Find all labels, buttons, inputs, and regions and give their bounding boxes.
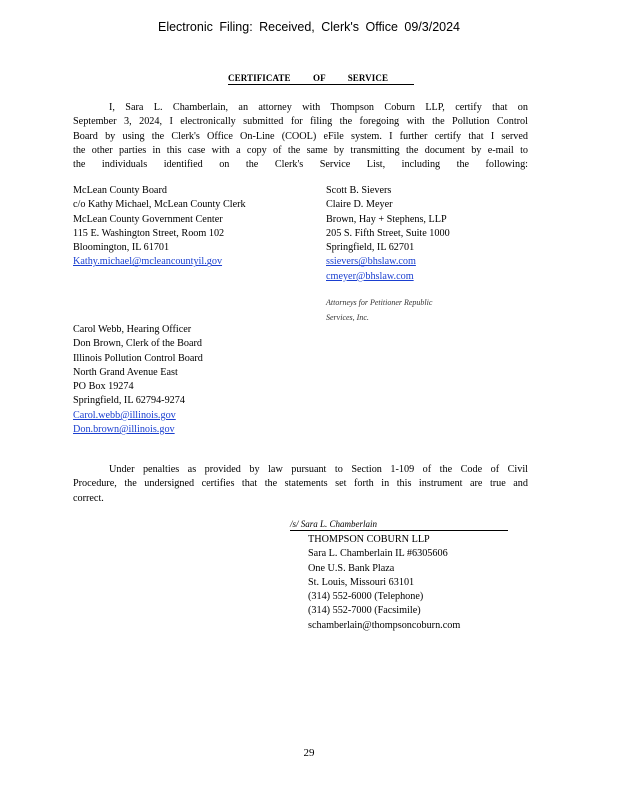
filing-stamp-header: Electronic Filing: Received, Clerk's Office 09/3/2024 bbox=[157, 20, 460, 34]
intro-paragraph bbox=[73, 101, 528, 172]
intro-line: the other parties in this case with a copy of the same by transmitting the document by e-mail to bbox=[73, 144, 528, 156]
address-line: Illinois Pollution Control Board bbox=[73, 352, 203, 364]
firm-line: One U.S. Bank Plaza bbox=[308, 562, 395, 574]
signature-block bbox=[308, 533, 460, 633]
penalty-paragraph bbox=[73, 463, 528, 506]
address-line: Bloomington, IL 61701 bbox=[73, 242, 170, 254]
page-number: 29 bbox=[303, 747, 315, 759]
email-link-cmeyer[interactable]: cmeyer@bhslaw.com bbox=[326, 270, 414, 282]
address-line: Brown, Hay + Stephens, LLP bbox=[326, 213, 447, 225]
caption-line: Attorneys for Petitioner Republic bbox=[326, 298, 433, 307]
address-line: Springfield, IL 62701 bbox=[326, 242, 415, 254]
address-line: c/o Kathy Michael, McLean County Clerk bbox=[73, 199, 246, 211]
firm-line: (314) 552-7000 (Facsimile) bbox=[308, 605, 421, 617]
penalty-line: Under penalties as provided by law pursuant to Section 1-109 of the Code of Civil bbox=[109, 464, 528, 475]
intro-line: Board by using the Clerk's Office On-Line (COOL) eFile system. I further certify that I served bbox=[73, 130, 528, 142]
service-address-mclean bbox=[73, 184, 246, 270]
firm-line: St. Louis, Missouri 63101 bbox=[308, 576, 415, 588]
email-link-kathy-michael[interactable]: Kathy.michael@mcleancountyil.gov bbox=[73, 256, 223, 268]
service-address-bhslaw bbox=[326, 184, 450, 284]
address-line: North Grand Avenue East bbox=[73, 366, 178, 378]
intro-line: I, Sara L. Chamberlain, an attorney with Thompson Coburn LLP, certify that on bbox=[109, 102, 528, 113]
address-line: 205 S. Fifth Street, Suite 1000 bbox=[326, 227, 450, 239]
intro-line: the individuals identified on the Clerk's Service List, including the following: bbox=[73, 159, 528, 171]
address-line: McLean County Government Center bbox=[73, 213, 223, 225]
address-line: Don Brown, Clerk of the Board bbox=[73, 338, 203, 350]
intro-line: September 3, 2024, I electronically submitted for filing the foregoing with the Pollution Control bbox=[73, 116, 528, 128]
signature-line: /s/ Sara L. Chamberlain bbox=[290, 519, 508, 531]
address-line: Springfield, IL 62794-9274 bbox=[73, 395, 185, 407]
service-address-pcb bbox=[73, 323, 203, 437]
penalty-line: Procedure, the undersigned certifies that the statements set forth in this instrument are true and bbox=[73, 478, 528, 490]
penalty-line: correct. bbox=[73, 492, 104, 504]
email-link-don-brown[interactable]: Don.brown@illinois.gov bbox=[73, 424, 175, 436]
address-line: Claire D. Meyer bbox=[326, 199, 393, 211]
firm-email: schamberlain@thompsoncoburn.com bbox=[308, 619, 461, 631]
address-line: PO Box 19274 bbox=[73, 381, 134, 393]
address-line: McLean County Board bbox=[73, 185, 167, 196]
caption-line: Services, Inc. bbox=[326, 312, 369, 322]
document-title: CERTIFICATE OF SERVICE bbox=[228, 73, 414, 85]
firm-line: (314) 552-6000 (Telephone) bbox=[308, 591, 424, 603]
attorneys-for-caption bbox=[326, 296, 432, 325]
firm-line: Sara L. Chamberlain IL #6305606 bbox=[308, 548, 448, 560]
address-line: Carol Webb, Hearing Officer bbox=[73, 324, 192, 335]
address-line: Scott B. Sievers bbox=[326, 185, 392, 196]
firm-line: THOMPSON COBURN LLP bbox=[308, 534, 430, 545]
email-link-carol-webb[interactable]: Carol.webb@illinois.gov bbox=[73, 409, 176, 421]
address-line: 115 E. Washington Street, Room 102 bbox=[73, 227, 225, 239]
email-link-ssievers[interactable]: ssievers@bhslaw.com bbox=[326, 256, 416, 268]
